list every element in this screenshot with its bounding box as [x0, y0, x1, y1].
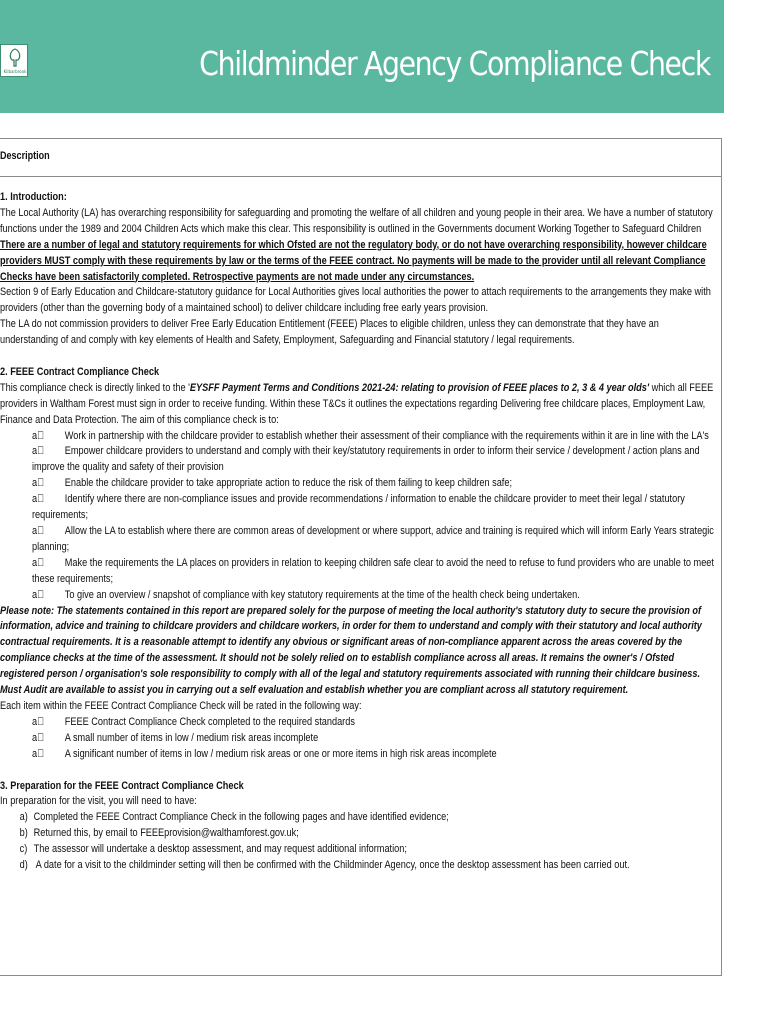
bullet-marker: a: [31, 493, 38, 506]
list-marker: b): [19, 827, 28, 840]
section-heading: 3. Preparation for the FEEE Contract Compliance Check: [0, 779, 244, 792]
bullet-marker: a: [31, 588, 38, 601]
document-title: EYSFF Payment Terms and Conditions 2021-24: relating to provision of FEEE places to 2, 3 & 4 year olds': [189, 381, 650, 394]
paragraph-emphasis: There are a number of legal and statutory requirements for which Ofsted are not the regulatory body, or do not have overarching responsibility, however childcare providers MUST comply with these requirements by law or the terms of the FEEE contract. No payments will be made to the provider until all relevant Compliance Checks have been satisfactorily completed. Retrospective payments are not made under any circumstances.: [0, 238, 707, 283]
paragraph: [0, 381, 718, 429]
disclaimer-note: Please note: The statements contained in this report are prepared solely for the purpose of meeting the local authority's statutory duty to secure the provision of information, advice and training to childcare providers and childcare workers, in order for them to understand and comply with their statutory and local authority contractual requirements. It is a reasonable attempt to identify any obvious or significant areas of non-compliance apparent across the areas covered by the compliance checks at the time of the assessment. It should not be solely relied on to establish compliance across all areas. It remains the owner's / Ofsted registered person / organisation's sole responsibility to comply with all of the legal and statutory requirements associated with running their childcare business. Must Audit are available to assist you in carrying out a self evaluation and establish whether you are compliant across all statutory requirement.: [0, 604, 702, 697]
bullet-marker: a: [31, 731, 38, 744]
paragraph: In preparation for the visit, you will need to have:: [0, 795, 197, 808]
page-title: Childminder Agency Compliance Check: [199, 44, 710, 83]
header-banner: [0, 0, 724, 113]
bullet-marker: a: [31, 747, 38, 760]
tree-logo-icon: [7, 48, 23, 68]
logo-text: Kilbarbrook: [3, 69, 27, 74]
list-item: a FEEE Contract Compliance Check completed to the required standards: [0, 715, 718, 731]
bullet-marker: a: [31, 715, 38, 728]
paragraph: The LA do not commission providers to deliver Free Early Education Entitlement (FEEE) Places to eligible children, unless they can demonstrate that they have an understanding of and comply with key elements of Health and Safety, Employment, Safeguarding and Financial statutory / legal requirements.: [0, 318, 659, 347]
document-body: [0, 190, 718, 874]
list-item: a Identify where there are non-compliance issues and provide recommendations / information to enable the childcare provider to meet their legal / statutory requirements;: [31, 493, 685, 522]
list-item: a) Completed the FEEE Contract Compliance Check in the following pages and have identified evidence;: [0, 810, 718, 826]
divider: [0, 176, 722, 177]
bullet-marker: a: [31, 445, 38, 458]
list-marker: a): [19, 811, 28, 824]
list-item: a Allow the LA to establish where there are common areas of development or where support, advice and training is required which will inform Early Years strategic planning;: [31, 525, 714, 553]
lead-text: which all FEEE providers in Waltham Forest must sign in order to receive funding. Within these T&Cs it outlines the expectations regarding Delivering free childcare places, Employment Law, Finance and Data Protection. The aim of this compliance check is to:: [0, 381, 714, 426]
logo: [0, 44, 28, 77]
paragraph: The Local Authority (LA) has overarching responsibility for safeguarding and promoting the welfare of all children and young people in their area. We have a number of statutory functions under the 1989 and 2004 Children Acts which make this clear. This responsibility is outlined in the Governments document Working Together to Safeguard Children: [0, 206, 713, 235]
paragraph: Section 9 of Early Education and Childcare-statutory guidance for Local Authorities gives local authorities the power to attach requirements to the arrangements they make with providers (other than the governing body of a maintained school) to deliver childcare including free early years provision.: [0, 286, 711, 315]
bullet-marker: a: [31, 429, 38, 442]
list-item: a Work in partnership with the childcare provider to establish whether their assessment of their compliance with the requirements within it are in line with the LA's: [0, 429, 718, 445]
list-item: a Empower childcare providers to understand and comply with their key/statutory requirements in order to inform their service / development / action plans and improve the quality and safety of their provision: [31, 445, 700, 474]
list-item: a A small number of items in low / medium risk areas incomplete: [0, 731, 718, 747]
list-item: b) Returned this, by email to FEEEprovision@walthamforest.gov.uk;: [0, 826, 718, 842]
bullet-marker: a: [31, 556, 38, 569]
bullet-marker: a: [31, 477, 38, 490]
list-marker: c): [19, 843, 28, 856]
lead-text: This compliance check is directly linked to the ': [0, 381, 190, 394]
bullet-marker: a: [31, 525, 38, 538]
section-heading: 2. FEEE Contract Compliance Check: [0, 365, 160, 378]
list-item: a A significant number of items in low / medium risk areas or one or more items in high risk areas incomplete: [0, 747, 718, 763]
list-item: a Make the requirements the LA places on providers in relation to keeping children safe clear to avoid the need to refuse to fund providers who are unable to meet these requirements;: [31, 556, 714, 585]
list-item: a Enable the childcare provider to take appropriate action to reduce the risk of them failing to keep children safe;: [0, 476, 718, 492]
list-item: a To give an overview / snapshot of compliance with key statutory requirements at the time of the health check being undertaken.: [0, 588, 718, 604]
list-item: d) A date for a visit to the childminder setting will then be confirmed with the Childminder Agency, once the desktop assessment has been carried out.: [0, 858, 718, 874]
list-marker: d): [19, 859, 28, 872]
description-label: Description: [0, 150, 50, 162]
section-heading: 1. Introduction:: [0, 191, 67, 203]
paragraph: Each item within the FEEE Contract Compliance Check will be rated in the following way:: [0, 699, 362, 712]
list-item: c) The assessor will undertake a desktop assessment, and may request additional information;: [0, 842, 718, 858]
